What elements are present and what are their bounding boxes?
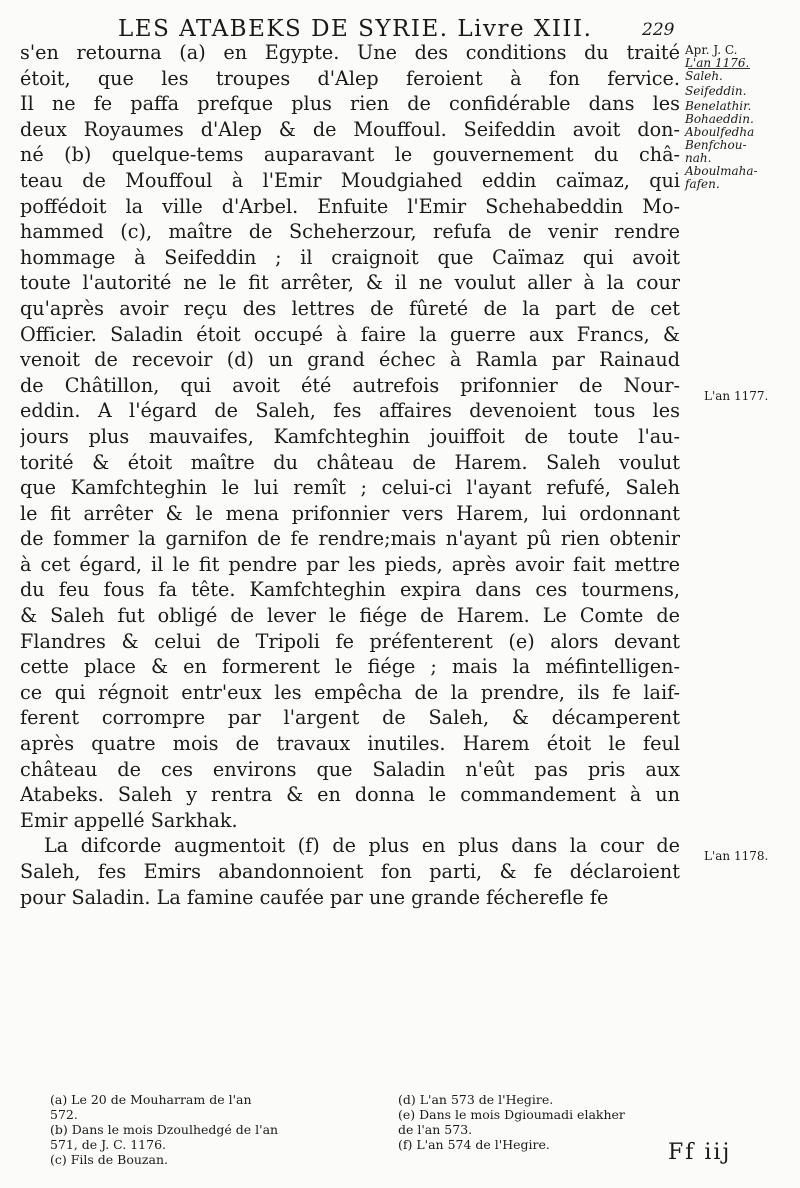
margin-note: Aboulmaha- (685, 164, 758, 178)
margin-year-1177: L'an 1177. (704, 389, 769, 403)
footnote-line: de l'an 573. (398, 1122, 473, 1137)
text-line: Emir appellé Sarkhak. (20, 808, 238, 832)
text-line: jours plus mauvaifes, Kamfchteghin jouiffoit de toute l'au- (20, 424, 680, 448)
margin-note: Saleh. (685, 69, 723, 83)
text-line: La difcorde augmentoit (f) de plus en plus dans la cour de (44, 834, 680, 858)
margin-notes (685, 44, 800, 191)
footnotes-left (50, 1092, 278, 1167)
signature-mark: Ff iij (668, 1140, 732, 1165)
text-line: château de ces environs que Saladin n'eût pas pris aux (20, 757, 680, 781)
footnote-line: (f) L'an 574 de l'Hegire. (398, 1137, 550, 1152)
text-line: Saleh, fes Emirs abandonnoient fon parti, & fe déclaroient (20, 860, 680, 883)
text-line: Atabeks. Saleh y rentra & en donna le commandement à un (20, 783, 680, 807)
running-title: LES ATABEKS DE SYRIE. Livre XIII. (118, 16, 593, 42)
text-line: hommage à Seifeddin ; il craignoit que Caïmaz qui avoit (20, 245, 680, 269)
margin-note: L'an 1176. (685, 56, 750, 70)
footnote-line: (c) Fils de Bouzan. (50, 1152, 168, 1167)
footnote-line: (b) Dans le mois Dzoulhedgé de l'an (50, 1122, 279, 1137)
text-line: ce qui régnoit entr'eux les empêcha de la prendre, ils fe laif- (20, 680, 680, 704)
footnote-line: (e) Dans le mois Dgioumadi elakher (398, 1107, 625, 1122)
text-line: hammed (c), maître de Scheherzour, refufa de venir rendre (20, 220, 680, 244)
text-line: poffédoit la ville d'Arbel. Enfuite l'Emir Schehabeddin Mo- (20, 194, 680, 218)
margin-note: nah. (685, 151, 712, 165)
text-line: toute l'autorité ne le fit arrêter, & il ne voulut aller à la cour (20, 271, 680, 295)
text-line: de fommer la garnifon de fe rendre;mais n'ayant pû rien obtenir (20, 527, 680, 551)
margin-note: Apr. J. C. (685, 43, 738, 57)
margin-note: Seifeddin. (685, 84, 747, 98)
text-line: s'en retourna (a) en Egypte. Une des conditions du traité (20, 41, 680, 64)
text-line: à cet égard, il le fit pendre par les pieds, après avoir fait mettre (20, 552, 680, 576)
footnote-line: (a) Le 20 de Mouharram de l'an (50, 1092, 252, 1107)
footnote-line: 571, de J. C. 1176. (50, 1137, 167, 1152)
text-line: le fit arrêter & le mena prifonnier vers Harem, lui ordonnant (20, 501, 680, 525)
text-line: venoit de recevoir (d) un grand échec à Ramla par Rainaud (20, 348, 680, 372)
margin-note: Aboulfedha (685, 125, 755, 139)
text-line: eddin. A l'égard de Saleh, fes affaires devenoient tous les (20, 399, 680, 423)
text-line: teau de Mouffoul à l'Emir Moudgiahed eddin caïmaz, qui (20, 168, 680, 192)
text-line: pour Saladin. La famine caufée par une grande fécherefle fe (20, 885, 609, 909)
text-line: Flandres & celui de Tripoli fe préfenterent (e) alors devant (20, 629, 680, 653)
text-line: & Saleh fut obligé de lever le fiége de Harem. Le Comte de (20, 604, 680, 628)
margin-note: Benelathir. (685, 99, 752, 113)
text-line: deux Royaumes d'Alep & de Mouffoul. Seifeddin avoit don- (20, 117, 680, 141)
footnotes-right (398, 1092, 625, 1152)
footnote-line: (d) L'an 573 de l'Hegire. (398, 1092, 554, 1107)
text-line: qu'après avoir reçu des lettres de fûreté de la part de cet (20, 296, 680, 320)
text-line: du feu fous fa tête. Kamfchteghin expira dans ces tourmens, (20, 578, 680, 602)
text-line: torité & étoit maître du château de Harem. Saleh voulut (20, 450, 680, 474)
margin-note: Bohaeddin. (685, 112, 754, 126)
footnote-line: 572. (50, 1107, 78, 1122)
margin-note: fafen. (685, 177, 720, 191)
text-line: que Kamfchteghin le lui remît ; celui-ci l'ayant refufé, Saleh (20, 476, 680, 500)
text-line: ferent corrompre par l'argent de Saleh, & décamperent (20, 706, 680, 730)
main-text (20, 40, 680, 910)
text-line: Il ne fe paffa prefque plus rien de confidérable dans les (20, 92, 680, 116)
text-line: de Châtillon, qui avoit été autrefois prifonnier de Nour- (20, 373, 680, 397)
margin-year-1178: L'an 1178. (704, 849, 769, 863)
text-line: né (b) quelque-tems auparavant le gouvernement du châ- (20, 143, 680, 167)
margin-note: Benfchou- (685, 138, 747, 152)
page-number: 229 (642, 20, 675, 40)
text-line: étoit, que les troupes d'Alep feroient à fon fervice. (20, 66, 680, 90)
text-line: Officier. Saladin étoit occupé à faire la guerre aux Francs, & (20, 322, 680, 346)
text-line: après quatre mois de travaux inutiles. Harem étoit le feul (20, 732, 680, 756)
text-line: cette place & en formerent le fiége ; mais la méfintelligen- (20, 655, 680, 679)
